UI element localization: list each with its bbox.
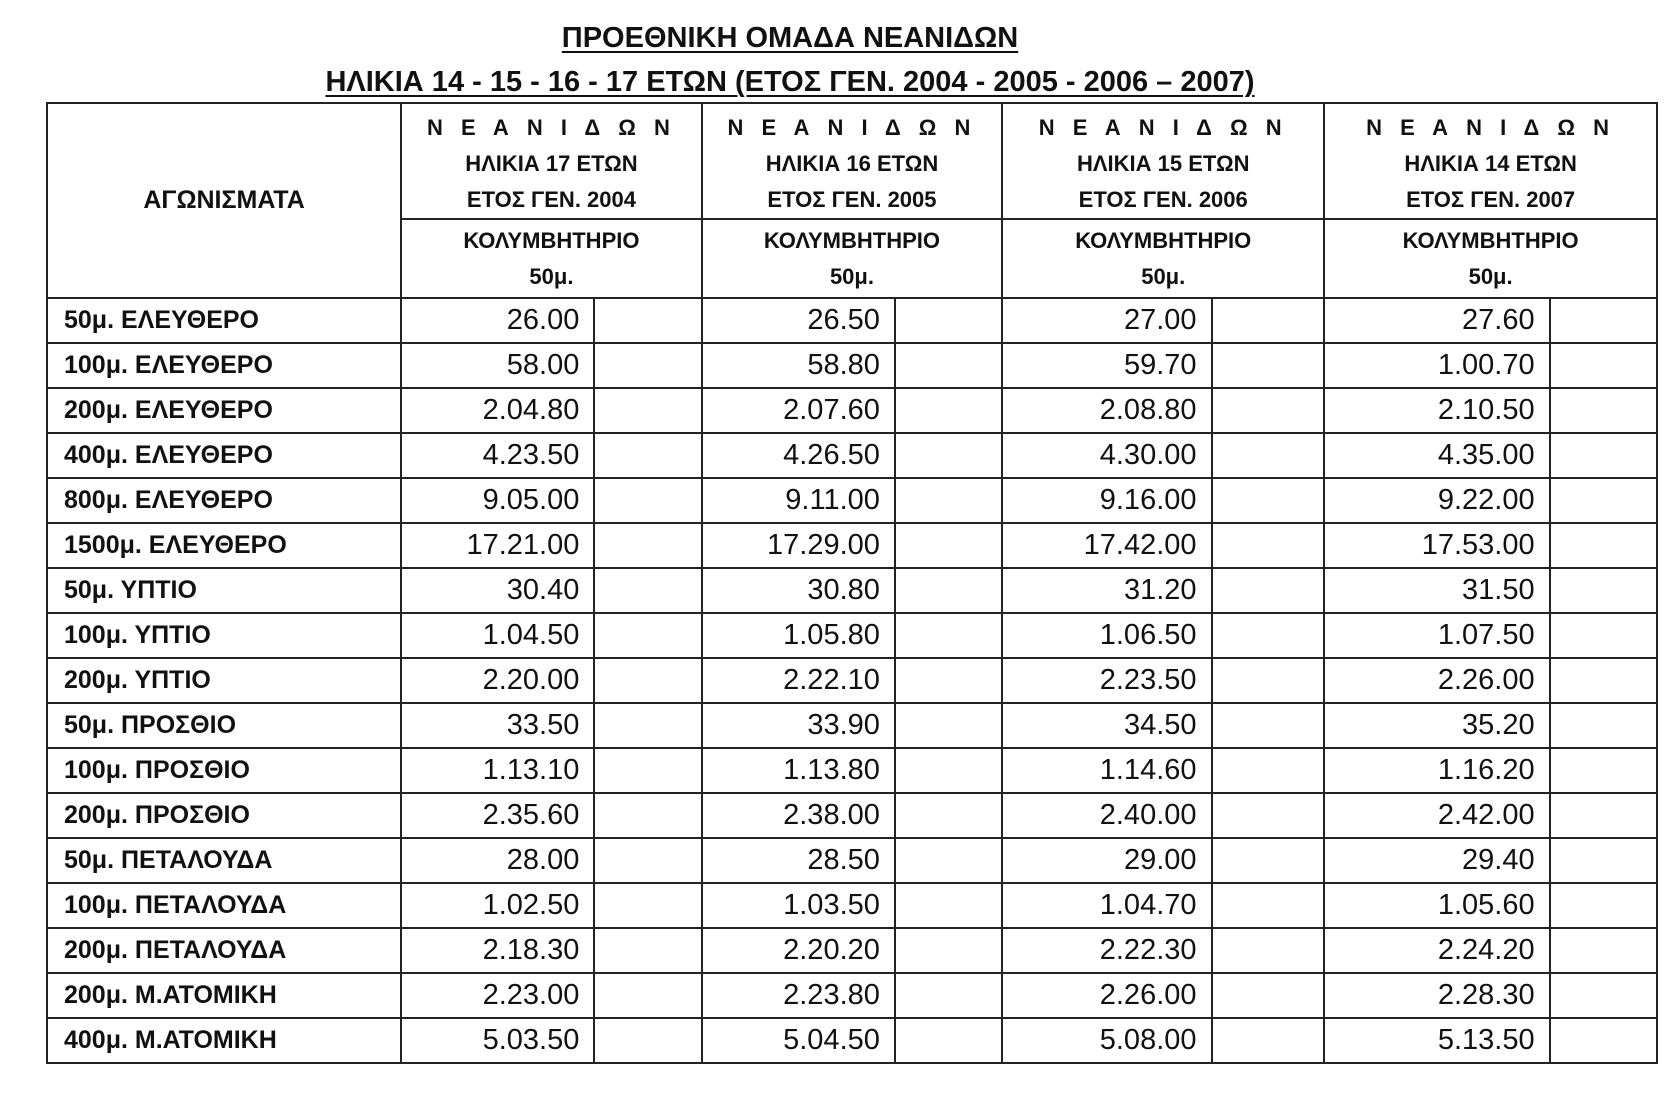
pool-length: 50μ. (1141, 264, 1186, 289)
qualifying-time: 2.26.00 (1324, 658, 1549, 703)
empty-cell (1550, 1018, 1657, 1063)
pool-label: ΚΟΛΥΜΒΗΤΗΡΙΟ (463, 228, 640, 253)
qualifying-time: 31.20 (1002, 568, 1211, 613)
qualifying-time: 30.40 (401, 568, 594, 613)
empty-cell (895, 973, 1002, 1018)
table-row (47, 568, 1657, 613)
pool-length: 50μ. (1468, 264, 1513, 289)
table-row (47, 973, 1657, 1018)
qualifying-time: 2.08.80 (1002, 388, 1211, 433)
qualifying-time: 27.60 (1324, 298, 1549, 343)
table-row (47, 883, 1657, 928)
category-header (1002, 103, 1324, 219)
empty-cell (1550, 748, 1657, 793)
category-birth-year: ΕΤΟΣ ΓΕΝ. 2004 (466, 187, 636, 212)
event-name: 100μ. ΠΕΤΑΛΟΥΔΑ (47, 883, 401, 928)
event-name: 100μ. ΕΛΕΥΘΕΡΟ (47, 343, 401, 388)
category-birth-year: ΕΤΟΣ ΓΕΝ. 2006 (1078, 187, 1248, 212)
empty-cell (1212, 568, 1325, 613)
qualifying-time: 1.03.50 (702, 883, 895, 928)
table-row (47, 523, 1657, 568)
qualifying-time: 29.00 (1002, 838, 1211, 883)
category-header (702, 103, 1003, 219)
category-birth-year: ΕΤΟΣ ΓΕΝ. 2007 (1406, 187, 1576, 212)
empty-cell (895, 748, 1002, 793)
qualifying-time: 2.22.10 (702, 658, 895, 703)
qualifying-time: 2.23.80 (702, 973, 895, 1018)
table-row (47, 703, 1657, 748)
empty-cell (1212, 703, 1325, 748)
qualifying-time: 1.05.60 (1324, 883, 1549, 928)
category-age: ΗΛΙΚΙΑ 17 ΕΤΩΝ (465, 151, 638, 176)
pool-label: ΚΟΛΥΜΒΗΤΗΡΙΟ (763, 228, 940, 253)
qualifying-time: 2.22.30 (1002, 928, 1211, 973)
qualifying-time: 9.16.00 (1002, 478, 1211, 523)
qualifying-time: 1.04.50 (401, 613, 594, 658)
empty-cell (1212, 838, 1325, 883)
qualifying-time: 30.80 (702, 568, 895, 613)
qualifying-time: 1.16.20 (1324, 748, 1549, 793)
event-name: 200μ. ΠΕΤΑΛΟΥΔΑ (47, 928, 401, 973)
empty-cell (1212, 1018, 1325, 1063)
qualifying-time: 5.13.50 (1324, 1018, 1549, 1063)
qualifying-time: 17.29.00 (702, 523, 895, 568)
qualifying-time: 2.23.00 (401, 973, 594, 1018)
event-name: 200μ. ΠΡΟΣΘΙΟ (47, 793, 401, 838)
qualifying-time: 2.23.50 (1002, 658, 1211, 703)
qualifying-time: 2.35.60 (401, 793, 594, 838)
category-birth-year: ΕΤΟΣ ΓΕΝ. 2005 (767, 187, 937, 212)
event-name: 800μ. ΕΛΕΥΘΕΡΟ (47, 478, 401, 523)
empty-cell (594, 568, 701, 613)
event-name: 50μ. ΠΡΟΣΘΙΟ (47, 703, 401, 748)
empty-cell (895, 883, 1002, 928)
qualifying-time: 1.05.80 (702, 613, 895, 658)
pool-header (702, 219, 1003, 298)
event-name: 100μ. ΥΠΤΙΟ (47, 613, 401, 658)
empty-cell (895, 343, 1002, 388)
empty-cell (594, 883, 701, 928)
table-row (47, 793, 1657, 838)
category-age: ΗΛΙΚΙΑ 16 ΕΤΩΝ (765, 151, 939, 176)
qualifying-time: 33.90 (702, 703, 895, 748)
document-subtitle: ΗΛΙΚΙΑ 14 - 15 - 16 - 17 ΕΤΩΝ (ΕΤΟΣ ΓΕΝ. 2004 - 2005 - 2006 – 2007) (325, 66, 1255, 98)
empty-cell (594, 1018, 701, 1063)
qualifying-time: 27.00 (1002, 298, 1211, 343)
empty-cell (594, 298, 701, 343)
qualifying-time: 2.40.00 (1002, 793, 1211, 838)
empty-cell (1550, 973, 1657, 1018)
event-name: 50μ. ΠΕΤΑΛΟΥΔΑ (47, 838, 401, 883)
empty-cell (895, 658, 1002, 703)
qualifying-time: 17.21.00 (401, 523, 594, 568)
qualifying-time: 5.08.00 (1002, 1018, 1211, 1063)
qualifying-time: 1.02.50 (401, 883, 594, 928)
qualifying-time: 28.50 (702, 838, 895, 883)
qualifying-time: 2.20.00 (401, 658, 594, 703)
empty-cell (1212, 928, 1325, 973)
category-header (1324, 103, 1657, 219)
empty-cell (594, 703, 701, 748)
qualifying-time: 1.14.60 (1002, 748, 1211, 793)
empty-cell (594, 658, 701, 703)
qualifying-times-table (46, 102, 1658, 1064)
empty-cell (895, 298, 1002, 343)
pool-label: ΚΟΛΥΜΒΗΤΗΡΙΟ (1075, 228, 1252, 253)
event-name: 200μ. Μ.ΑΤΟΜΙΚΗ (47, 973, 401, 1018)
category-age: ΗΛΙΚΙΑ 15 ΕΤΩΝ (1076, 151, 1250, 176)
qualifying-time: 5.03.50 (401, 1018, 594, 1063)
qualifying-time: 1.04.70 (1002, 883, 1211, 928)
empty-cell (895, 928, 1002, 973)
event-name: 100μ. ΠΡΟΣΘΙΟ (47, 748, 401, 793)
empty-cell (1212, 973, 1325, 1018)
qualifying-time: 2.04.80 (401, 388, 594, 433)
event-name: 200μ. ΥΠΤΙΟ (47, 658, 401, 703)
qualifying-time: 2.18.30 (401, 928, 594, 973)
table-row (47, 658, 1657, 703)
qualifying-time: 1.07.50 (1324, 613, 1549, 658)
empty-cell (1550, 568, 1657, 613)
empty-cell (594, 523, 701, 568)
qualifying-time: 17.42.00 (1002, 523, 1211, 568)
table-row (47, 928, 1657, 973)
empty-cell (1212, 748, 1325, 793)
empty-cell (895, 1018, 1002, 1063)
pool-label: ΚΟΛΥΜΒΗΤΗΡΙΟ (1402, 228, 1579, 253)
empty-cell (594, 748, 701, 793)
empty-cell (1550, 838, 1657, 883)
empty-cell (895, 433, 1002, 478)
empty-cell (1212, 388, 1325, 433)
empty-cell (895, 388, 1002, 433)
table-row (47, 433, 1657, 478)
empty-cell (1550, 523, 1657, 568)
empty-cell (594, 388, 701, 433)
empty-cell (1550, 793, 1657, 838)
empty-cell (1550, 388, 1657, 433)
empty-cell (895, 478, 1002, 523)
qualifying-time: 2.38.00 (702, 793, 895, 838)
empty-cell (895, 793, 1002, 838)
qualifying-time: 2.28.30 (1324, 973, 1549, 1018)
category-group: Ν Ε Α Ν Ι Δ Ω Ν (727, 115, 977, 140)
empty-cell (1212, 613, 1325, 658)
empty-cell (1550, 613, 1657, 658)
qualifying-time: 35.20 (1324, 703, 1549, 748)
qualifying-time: 59.70 (1002, 343, 1211, 388)
empty-cell (594, 343, 701, 388)
header-row-categories (47, 103, 1657, 219)
qualifying-time: 34.50 (1002, 703, 1211, 748)
table-row (47, 343, 1657, 388)
qualifying-time: 28.00 (401, 838, 594, 883)
pool-length: 50μ. (829, 264, 874, 289)
table-row (47, 1018, 1657, 1063)
qualifying-time: 9.05.00 (401, 478, 594, 523)
empty-cell (1550, 343, 1657, 388)
qualifying-time: 26.00 (401, 298, 594, 343)
empty-cell (1212, 793, 1325, 838)
event-name: 50μ. ΕΛΕΥΘΕΡΟ (47, 298, 401, 343)
qualifying-time: 2.24.20 (1324, 928, 1549, 973)
qualifying-time: 2.07.60 (702, 388, 895, 433)
empty-cell (594, 973, 701, 1018)
empty-cell (1550, 478, 1657, 523)
pool-header (401, 219, 702, 298)
empty-cell (1212, 883, 1325, 928)
qualifying-time: 2.42.00 (1324, 793, 1549, 838)
event-name: 200μ. ΕΛΕΥΘΕΡΟ (47, 388, 401, 433)
qualifying-time: 4.26.50 (702, 433, 895, 478)
empty-cell (1550, 658, 1657, 703)
table-row (47, 613, 1657, 658)
empty-cell (1550, 703, 1657, 748)
qualifying-time: 29.40 (1324, 838, 1549, 883)
event-name: 400μ. Μ.ΑΤΟΜΙΚΗ (47, 1018, 401, 1063)
pool-header (1002, 219, 1324, 298)
empty-cell (1212, 478, 1325, 523)
qualifying-time: 9.11.00 (702, 478, 895, 523)
empty-cell (895, 838, 1002, 883)
qualifying-time: 33.50 (401, 703, 594, 748)
qualifying-time: 1.00.70 (1324, 343, 1549, 388)
qualifying-time: 4.23.50 (401, 433, 594, 478)
qualifying-time: 4.35.00 (1324, 433, 1549, 478)
empty-cell (594, 793, 701, 838)
empty-cell (1212, 298, 1325, 343)
qualifying-time: 4.30.00 (1002, 433, 1211, 478)
event-name: 1500μ. ΕΛΕΥΘΕΡΟ (47, 523, 401, 568)
event-name: 50μ. ΥΠΤΙΟ (47, 568, 401, 613)
table-row (47, 478, 1657, 523)
empty-cell (594, 433, 701, 478)
empty-cell (1550, 883, 1657, 928)
qualifying-time: 5.04.50 (702, 1018, 895, 1063)
category-group: Ν Ε Α Ν Ι Δ Ω Ν (426, 115, 676, 140)
event-name: 400μ. ΕΛΕΥΘΕΡΟ (47, 433, 401, 478)
document-header (0, 16, 1580, 104)
empty-cell (895, 523, 1002, 568)
qualifying-time: 17.53.00 (1324, 523, 1549, 568)
qualifying-time: 2.20.20 (702, 928, 895, 973)
empty-cell (1212, 523, 1325, 568)
empty-cell (1212, 343, 1325, 388)
empty-cell (594, 838, 701, 883)
empty-cell (594, 928, 701, 973)
qualifying-time: 58.00 (401, 343, 594, 388)
table-row (47, 298, 1657, 343)
category-header (401, 103, 702, 219)
pool-length: 50μ. (529, 264, 574, 289)
qualifying-time: 2.10.50 (1324, 388, 1549, 433)
table-row (47, 388, 1657, 433)
category-group: Ν Ε Α Ν Ι Δ Ω Ν (1366, 115, 1616, 140)
empty-cell (1212, 658, 1325, 703)
table-row (47, 838, 1657, 883)
empty-cell (895, 613, 1002, 658)
qualifying-time: 9.22.00 (1324, 478, 1549, 523)
qualifying-time: 1.13.80 (702, 748, 895, 793)
empty-cell (895, 703, 1002, 748)
document-title: ΠΡΟΕΘΝΙΚΗ ΟΜΑΔΑ ΝΕΑΝΙΔΩΝ (561, 22, 1019, 54)
qualifying-time: 58.80 (702, 343, 895, 388)
qualifying-time: 1.13.10 (401, 748, 594, 793)
empty-cell (594, 478, 701, 523)
empty-cell (594, 613, 701, 658)
qualifying-time: 2.26.00 (1002, 973, 1211, 1018)
empty-cell (895, 568, 1002, 613)
empty-cell (1550, 298, 1657, 343)
table-row (47, 748, 1657, 793)
event-column-header: ΑΓΩΝΙΣΜΑΤΑ (47, 103, 401, 298)
pool-header (1324, 219, 1657, 298)
qualifying-time: 1.06.50 (1002, 613, 1211, 658)
qualifying-time: 26.50 (702, 298, 895, 343)
category-age: ΗΛΙΚΙΑ 14 ΕΤΩΝ (1404, 151, 1577, 176)
empty-cell (1550, 928, 1657, 973)
qualifying-time: 31.50 (1324, 568, 1549, 613)
empty-cell (1212, 433, 1325, 478)
empty-cell (1550, 433, 1657, 478)
category-group: Ν Ε Α Ν Ι Δ Ω Ν (1038, 115, 1288, 140)
